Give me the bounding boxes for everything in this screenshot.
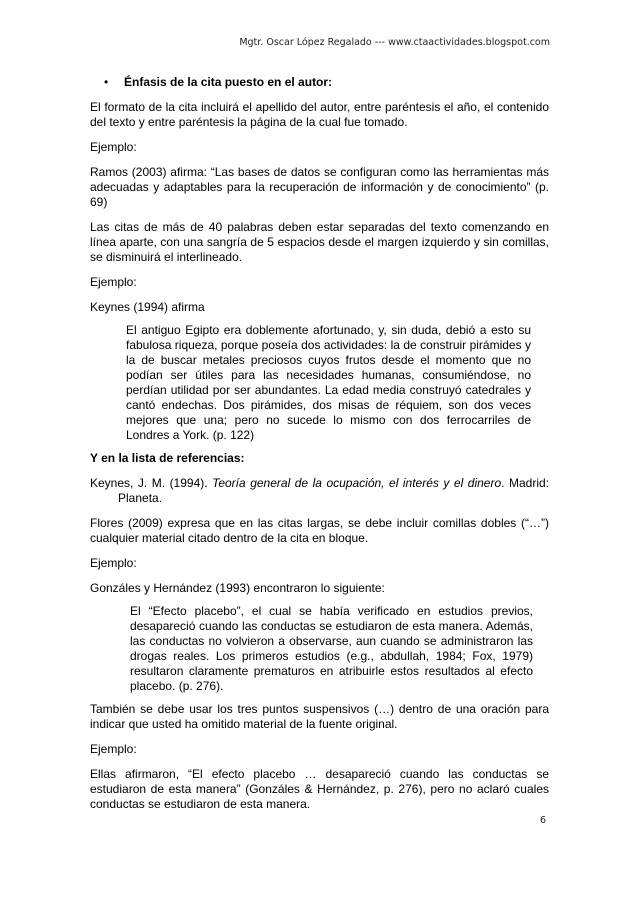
- paragraph-ellipsis: También se debe usar los tres puntos suspensivos (…) dentro de una oración para indicar que usted ha omitido material de la fuente original.: [90, 702, 549, 731]
- paragraph-ramos-quote: Ramos (2003) afirma: “Las bases de datos se configuran como las herramientas más adecuadas y adaptables para la recuperación de información y de conocimiento” (p. 69): [90, 165, 549, 209]
- reference-title: Teoría general de la ocupación, el interés y el dinero: [212, 476, 502, 490]
- paragraph-gonzales-intro: Gonzáles y Hernández (1993) encontraron lo siguiente:: [90, 581, 385, 595]
- reference-entry: [90, 476, 549, 506]
- paragraph-ellas: Ellas afirmaron, “El efecto placebo … desapareció cuando las conductas se estudiaron de esta manera” (Gonzáles & Hernández, p. 276), pero no aclaró cuales conductas se estudiaron de esta manera.: [90, 767, 549, 811]
- example-label: Ejemplo:: [90, 275, 137, 289]
- references-heading: Y en la lista de referencias:: [90, 451, 245, 465]
- bullet-heading-text: Énfasis de la cita puesto en el autor:: [124, 75, 333, 89]
- paragraph-keynes-intro: Keynes (1994) afirma: [90, 300, 205, 314]
- bullet-heading: [90, 75, 549, 90]
- block-quote-keynes: El antiguo Egipto era doblemente afortunado, y, sin duda, debió a esto su fabulosa riqueza, porque poseía dos actividades: la de construir pirámides y la de buscar metales preciosos cuyos frutos desde el momento que no podían ser útiles para las necesidades humanas, consumiéndose, no perdían utilidad por ser abundantes. La edad media construyó catedrales y cantó endechas. Dos pirámides, dos misas de réquiem, son dos veces mejores que una; pero no sucede lo mismo con dos ferrocarriles de Londres a York. (p. 122): [126, 323, 531, 442]
- example-label: Ejemplo:: [90, 140, 137, 154]
- paragraph-long-quotes: Las citas de más de 40 palabras deben estar separadas del texto comenzando en línea aparte, con una sangría de 5 espacios desde el margen izquierdo y sin comillas, se disminuirá el interlineado.: [90, 220, 549, 264]
- reference-publisher: . Madrid: Planeta.: [118, 476, 550, 505]
- block-quote-placebo: El “Efecto placebo”, el cual se había verificado en estudios previos, desapareció cuando las conductas se estudiaron de esta manera. Además, las conductas no volvieron a observarse, aun cuando se administraron las drogas reales. Los primeros estudios (e.g., abdullah, 1984; Fox, 1979) resultaron claramente prematuros en atribuirle estos resultados al efecto placebo. (p. 276).: [130, 604, 533, 693]
- example-label: Ejemplo:: [90, 742, 137, 756]
- reference-authors: Keynes, J. M. (1994).: [90, 476, 213, 490]
- paragraph-flores: Flores (2009) expresa que en las citas largas, se debe incluir comillas dobles (“…”) cualquier material citado dentro de la cita en bloque.: [90, 516, 549, 545]
- bullet-icon: •: [104, 75, 109, 89]
- document-body: [90, 75, 549, 822]
- page-header: Mgtr. Oscar López Regalado --- www.ctaactividades.blogspot.com: [239, 37, 550, 48]
- page-number: 6: [540, 815, 547, 826]
- paragraph-format: El formato de la cita incluirá el apellido del autor, entre paréntesis el año, el contenido del texto y entre paréntesis la página de la cual fue tomado.: [90, 100, 549, 129]
- example-label: Ejemplo:: [90, 556, 137, 570]
